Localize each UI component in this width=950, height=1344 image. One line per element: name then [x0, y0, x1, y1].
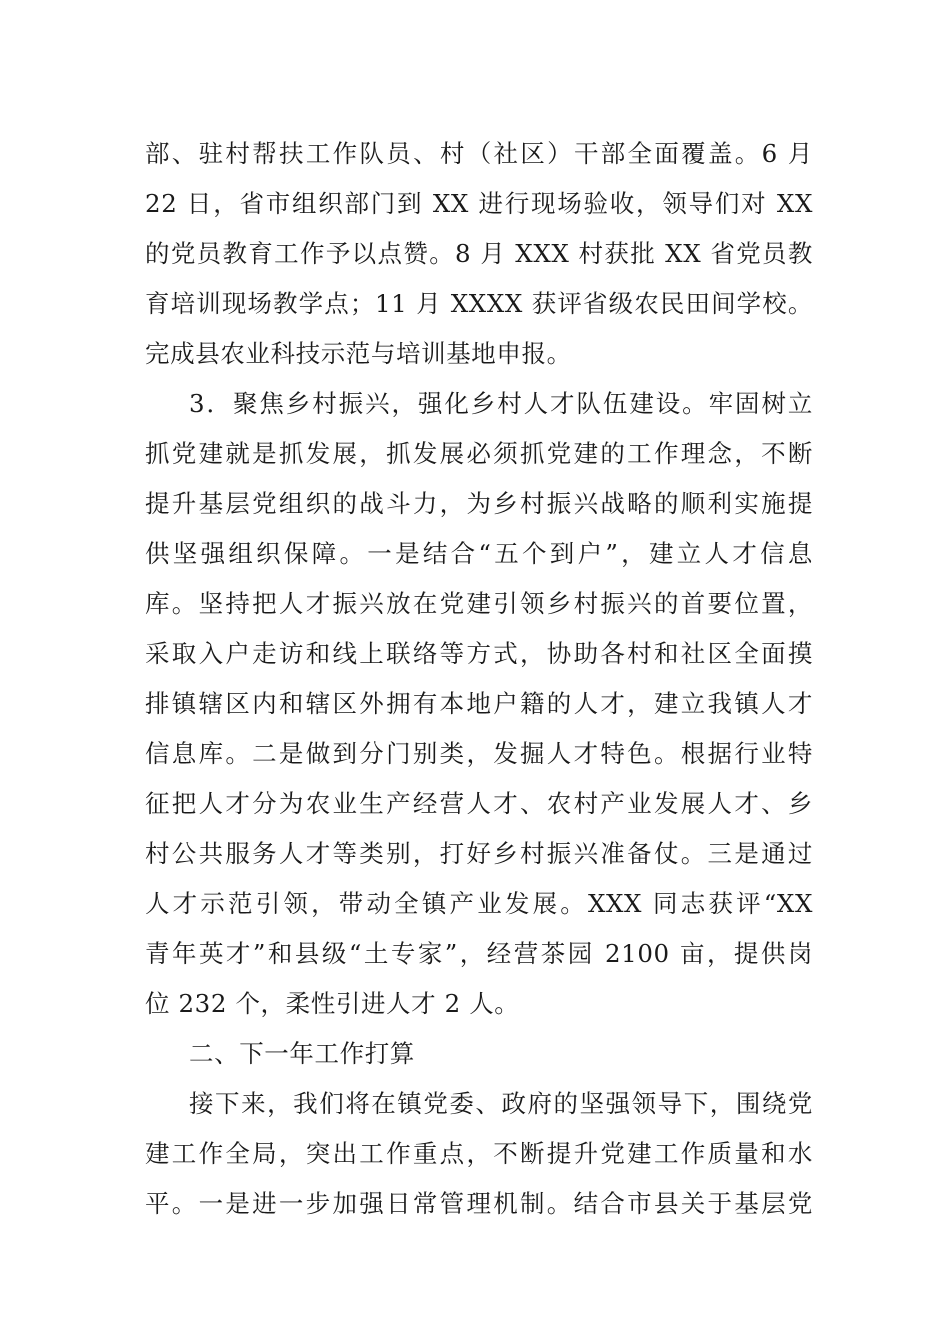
- text-line: 抓党建就是抓发展，抓发展必须抓党建的工作理念，不断: [145, 439, 813, 468]
- text-line: 二、下一年工作打算: [189, 1039, 415, 1068]
- text-line: 部、驻村帮扶工作队员、村（社区）干部全面覆盖。6 月: [145, 139, 813, 168]
- text-line: 排镇辖区内和辖区外拥有本地户籍的人才，建立我镇人才: [145, 689, 813, 718]
- text-line: 提升基层党组织的战斗力，为乡村振兴战略的顺利实施提: [145, 489, 813, 518]
- text-line: 信息库。二是做到分门别类，发掘人才特色。根据行业特: [145, 739, 813, 768]
- text-line: 育培训现场教学点；11 月 XXXX 获评省级农民田间学校。: [145, 289, 813, 318]
- text-line: 的党员教育工作予以点赞。8 月 XXX 村获批 XX 省党员教: [145, 239, 813, 268]
- text-line: 位 232 个，柔性引进人才 2 人。: [145, 989, 520, 1018]
- text-line: 征把人才分为农业生产经营人才、农村产业发展人才、乡: [145, 789, 813, 818]
- text-line: 平。一是进一步加强日常管理机制。结合市县关于基层党: [145, 1189, 813, 1218]
- text-line: 3．聚焦乡村振兴，强化乡村人才队伍建设。牢固树立: [189, 389, 813, 418]
- document-body: [145, 129, 813, 1229]
- text-line: 供坚强组织保障。一是结合“五个到户”，建立人才信息: [145, 539, 813, 568]
- text-line: 采取入户走访和线上联络等方式，协助各村和社区全面摸: [145, 639, 813, 668]
- text-line: 村公共服务人才等类别，打好乡村振兴准备仗。三是通过: [145, 839, 813, 868]
- text-line: 完成县农业科技示范与培训基地申报。: [145, 339, 572, 368]
- text-line: 建工作全局，突出工作重点，不断提升党建工作质量和水: [145, 1139, 813, 1168]
- text-line: 青年英才”和县级“土专家”，经营茶园 2100 亩，提供岗: [145, 939, 813, 968]
- text-line: 库。坚持把人才振兴放在党建引领乡村振兴的首要位置，: [145, 589, 813, 618]
- text-line: 接下来，我们将在镇党委、政府的坚强领导下，围绕党: [189, 1089, 813, 1118]
- text-line: 22 日，省市组织部门到 XX 进行现场验收，领导们对 XX: [145, 189, 813, 218]
- text-line: 人才示范引领，带动全镇产业发展。XXX 同志获评“XX: [145, 889, 813, 918]
